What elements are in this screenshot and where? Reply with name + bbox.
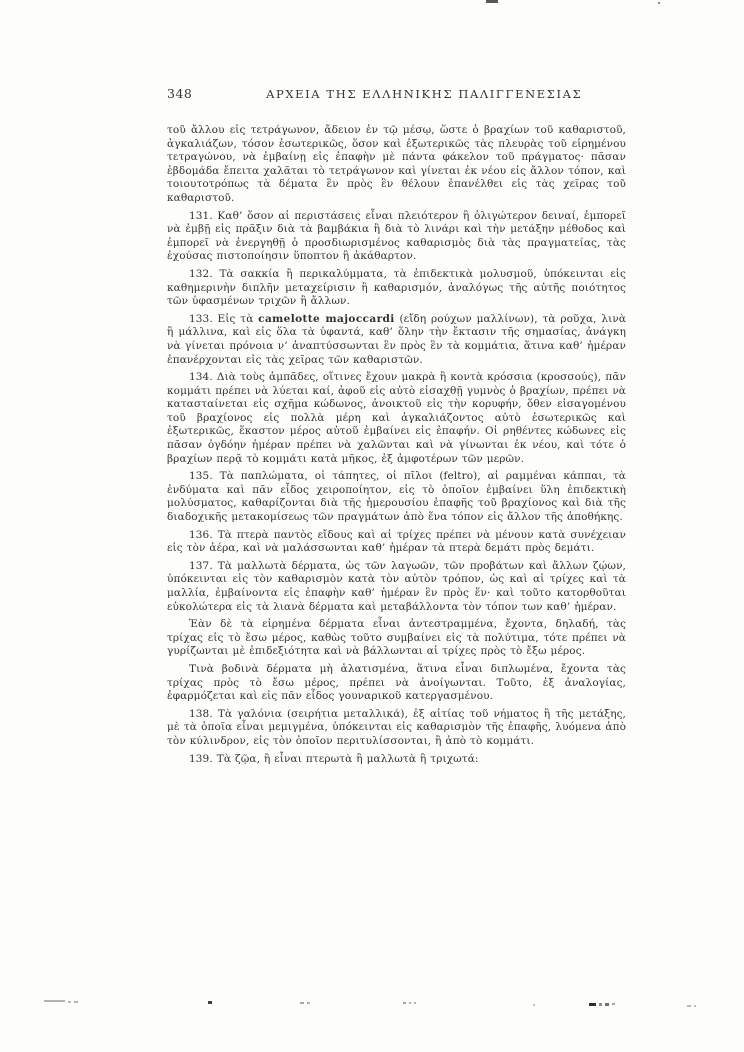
running-title: ΑΡΧΕΙΑ ΤΗΣ ΕΛΛΗΝΙΚΗΣ ΠΑΛΙΓΓΕΝΕΣΙΑΣ [266, 87, 583, 101]
scan-artifact [612, 1003, 615, 1005]
paragraph-136: 136. Τὰ πτερὰ παντὸς εἴδους καὶ αἱ τρίχες πρέπει νὰ μένουν κατὰ συνέχειαν εἰς τὸν ἀέρα, καὶ νὰ μαλάσσωνται καθ’ ἡμέραν τὰ πτερὰ δεμάτι πρὸς δεμάτι. [167, 528, 626, 555]
scan-artifact [44, 1000, 65, 1002]
scan-artifact [414, 1002, 416, 1004]
scan-artifact [403, 1002, 406, 1004]
paragraph-133-post: (εἴδη ρούχων μαλλίνων), τὰ ροῦχα, λινὰ ἢ μάλλινα, καὶ εἰς ὅλα τὰ ὑφαντά, καθ’ ὅλην τὴν ἔκτασιν τῆς σημασίας, ἀνάγκη νὰ γίνεται πρόνοια ν’ ἀναπτύσσωνται ἓν πρὸς ἓν τὰ κομμάτια, ἅτινα καθ’ ἡμέραν ἐπανέρχονται εἰς τὰς χεῖρας τῶν καθαριστῶν. [167, 312, 627, 366]
paragraph-138: 138. Τὰ γαλόνια (σειρήτια μεταλλικά), ἐξ αἰτίας τοῦ νήματος ἢ τῆς μετάξης, μὲ τὰ ὁποῖα εἶναι μεμιγμένα, ὑπόκεινται εἰς καθαρισμὸν τῆς ἐπαφῆς, λυόμενα ἀπὸ τὸν κύλινδρον, εἰς τὸν ὁποῖον περιτυλίσσονται, ἢ ἀπὸ τὸ κομμάτι. [167, 707, 626, 747]
scan-artifact [68, 1001, 71, 1003]
page-header [167, 86, 626, 101]
scan-artifact [589, 1003, 596, 1006]
scan-artifact [300, 1002, 304, 1004]
paragraph-134: 134. Διὰ τοὺς ἀμπᾶδες, οἵτινες ἔχουν μακρὰ ἢ κοντὰ κρόσσια (κροσσούς), πᾶν κομμάτι πρέπει νὰ λύεται καί, ἀφοῦ εἰς αὐτὸ εἰσαχθῇ γυμνὸς ὁ βραχίων, πρέπει νὰ κατασταίνεται εἰς σχῆμα κώδωνος, ἀνοικτοῦ εἰς τὴν κορυφήν, ὅθεν εἰσαγομένου τοῦ βραχίονος εἰς πολλὰ μέρη καὶ ἀγκαλιάζοντος αὐτὸ ἐσωτερικῶς καὶ ἐξωτερικῶς, ἕκαστον μέρος αὐτοῦ ἐμβαίνει εἰς ἐπαφήν. Οἱ ρηθέντες κώδωνες εἰς πᾶσαν ὀγδόην ἡμέραν πρέπει νὰ χαλῶνται καὶ νὰ γίνωνται ἐκ νέου, καὶ τότε ὁ βραχίων περᾷ τὸ κομμάτι κατὰ μῆκος, ἐξ ἀμφοτέρων τῶν μερῶν. [167, 371, 626, 465]
scan-artifact [599, 1003, 602, 1006]
paragraph-137b: Τινὰ βοδινὰ δέρματα μὴ ἁλατισμένα, ἅτινα εἶναι διπλωμένα, ἔχοντα τὰς τρίχας πρὸς τὸ ἔσω μέρος, πρέπει νὰ ἀνοίγωνται. Τοῦτο, ἐξ ἀναλογίας, ἐφαρμόζεται καὶ εἰς πᾶν εἶδος γουναρικοῦ κατεργασμένου. [167, 662, 626, 703]
paragraph-continuation: τοῦ ἄλλου εἰς τετράγωνον, ἄδειον ἐν τῷ μέσῳ, ὥστε ὁ βραχίων τοῦ καθαριστοῦ, ἀγκαλιάζων, τόσον ἐσωτερικῶς, ὅσον καὶ ἐξωτερικῶς τὰς πλευρὰς τοῦ εἰρημένου τετραγώνου, νὰ ἐμβαίνῃ εἰς ἐπαφὴν μὲ πάντα φάκελον τοῦ πράγματος· πᾶσαν ἑβδομάδα ἔπειτα χαλᾶται τὸ τετράγωνον καὶ γίνεται ἐκ νέου εἰς ἄλλον τόπον, καὶ τοιουτοτρόπως τὰ δέματα ἓν πρὸς ἓν θέλουν ἐπανέλθει εἰς τὰς χεῖρας τοῦ καθαριστοῦ. [167, 124, 626, 204]
scan-artifact [208, 1001, 212, 1004]
scan-artifact [694, 1005, 696, 1007]
paragraph-137a: Ἐὰν δὲ τὰ εἰρημένα δέρματα εἶναι ἀντεστραμμένα, ἔχοντα, δηλαδή, τὰς τρίχας εἰς τὸ ἔσω μέρος, καθὼς τοῦτο συμβαίνει εἰς τὰ πολύτιμα, τότε πρέπει νὰ γυρίζωνται μὲ ἐπιδεξιότητα καὶ νὰ βάλλωνται αἱ τρίχες πρὸς τὸ ἔξω μέρος. [167, 618, 626, 658]
paragraph-133-pre: 133. Εἰς τὰ [189, 312, 259, 325]
scan-artifact [687, 1005, 691, 1007]
document-body [167, 124, 626, 766]
paragraph-133 [167, 313, 626, 367]
text-block [167, 86, 626, 770]
scan-artifact [605, 1003, 609, 1006]
paragraph-135: 135. Τὰ παπλώματα, οἱ τάπητες, οἱ πῖλοι (feltro), αἱ ραμμέναι κάππαι, τὰ ἐνδύματα καὶ πᾶν εἶδος χειροποίητον, εἰς τὸ ὁποῖον ἐμβαίνει ὕλη ἐπιδεκτικὴ μολύσματος, καθαρίζονται διὰ τῆς ἡμερουσίου ἐπαφῆς τοῦ βραχίονος καὶ διὰ τῆς διαδοχικῆς μετακομίσεως τῶν πραγμάτων ἀπὸ ἕνα τόπον εἰς ἄλλον τῆς ἀποθήκης. [167, 470, 626, 524]
paragraph-137: 137. Τὰ μαλλωτὰ δέρματα, ὡς τῶν λαγωῶν, τῶν προβάτων καὶ ἄλλων ζῴων, ὑπόκεινται εἰς τὸν καθαρισμὸν κατὰ τὸν αὐτὸν τρόπον, ὡς καὶ αἱ τρίχες καὶ τὰ μαλλία, ἐμβαίνοντα εἰς ἐπαφὴν καθ’ ἡμέραν ἓν πρὸς ἕν· καὶ τοῦτο κατορθοῦται εὐκολώτερα εἰς τὰ λιανὰ δέρματα καὶ μεταβάλλοντα τὸν τόπον των καθ’ ἡμέραν. [167, 559, 626, 613]
scan-artifact [658, 2, 660, 4]
scan-artifact [74, 1001, 78, 1003]
paragraph-132: 132. Τὰ σακκία ἢ περικαλύμματα, τὰ ἐπιδεκτικὰ μολυσμοῦ, ὑπόκεινται εἰς καθημερινὴν διπλῆν μεταχείρισιν ἢ καθαρισμόν, ἀναλόγως τῆς αὐτῆς ποιότητος τῶν ὑφασμένων τριχῶν ἢ ἄλλων. [167, 267, 626, 308]
scan-artifact [533, 1004, 535, 1006]
scan-artifact [307, 1002, 310, 1004]
scan-artifact [409, 1002, 411, 1004]
paragraph-133-latin-term: camelotte majoccardi [258, 312, 395, 325]
paragraph-139: 139. Τὰ ζῷα, ἢ εἶναι πτερωτὰ ἢ μαλλωτὰ ἢ τριχωτά: [189, 752, 479, 765]
scan-artifact [486, 0, 498, 3]
page-number: 348 [167, 86, 193, 101]
paragraph-131: 131. Καθ’ ὅσον αἱ περιστάσεις εἶναι πλειότερον ἢ ὀλιγώτερον δειναί, ἐμπορεῖ νὰ ἐμβῇ εἰς πρᾶξιν διὰ τὰ βαμβάκια ἢ διὰ τὸ λινάρι καὶ τὴν μετάξην μέθοδος καὶ ἐμπορεῖ νὰ ἐνεργηθῇ ὁ προσδιωρισμένος καθαρισμὸς διὰ τὰς πραγματείας, τὰς ἐχούσας πιστοποίησιν ὕποπτον ἢ ἀκάθαρτον. [167, 209, 626, 263]
